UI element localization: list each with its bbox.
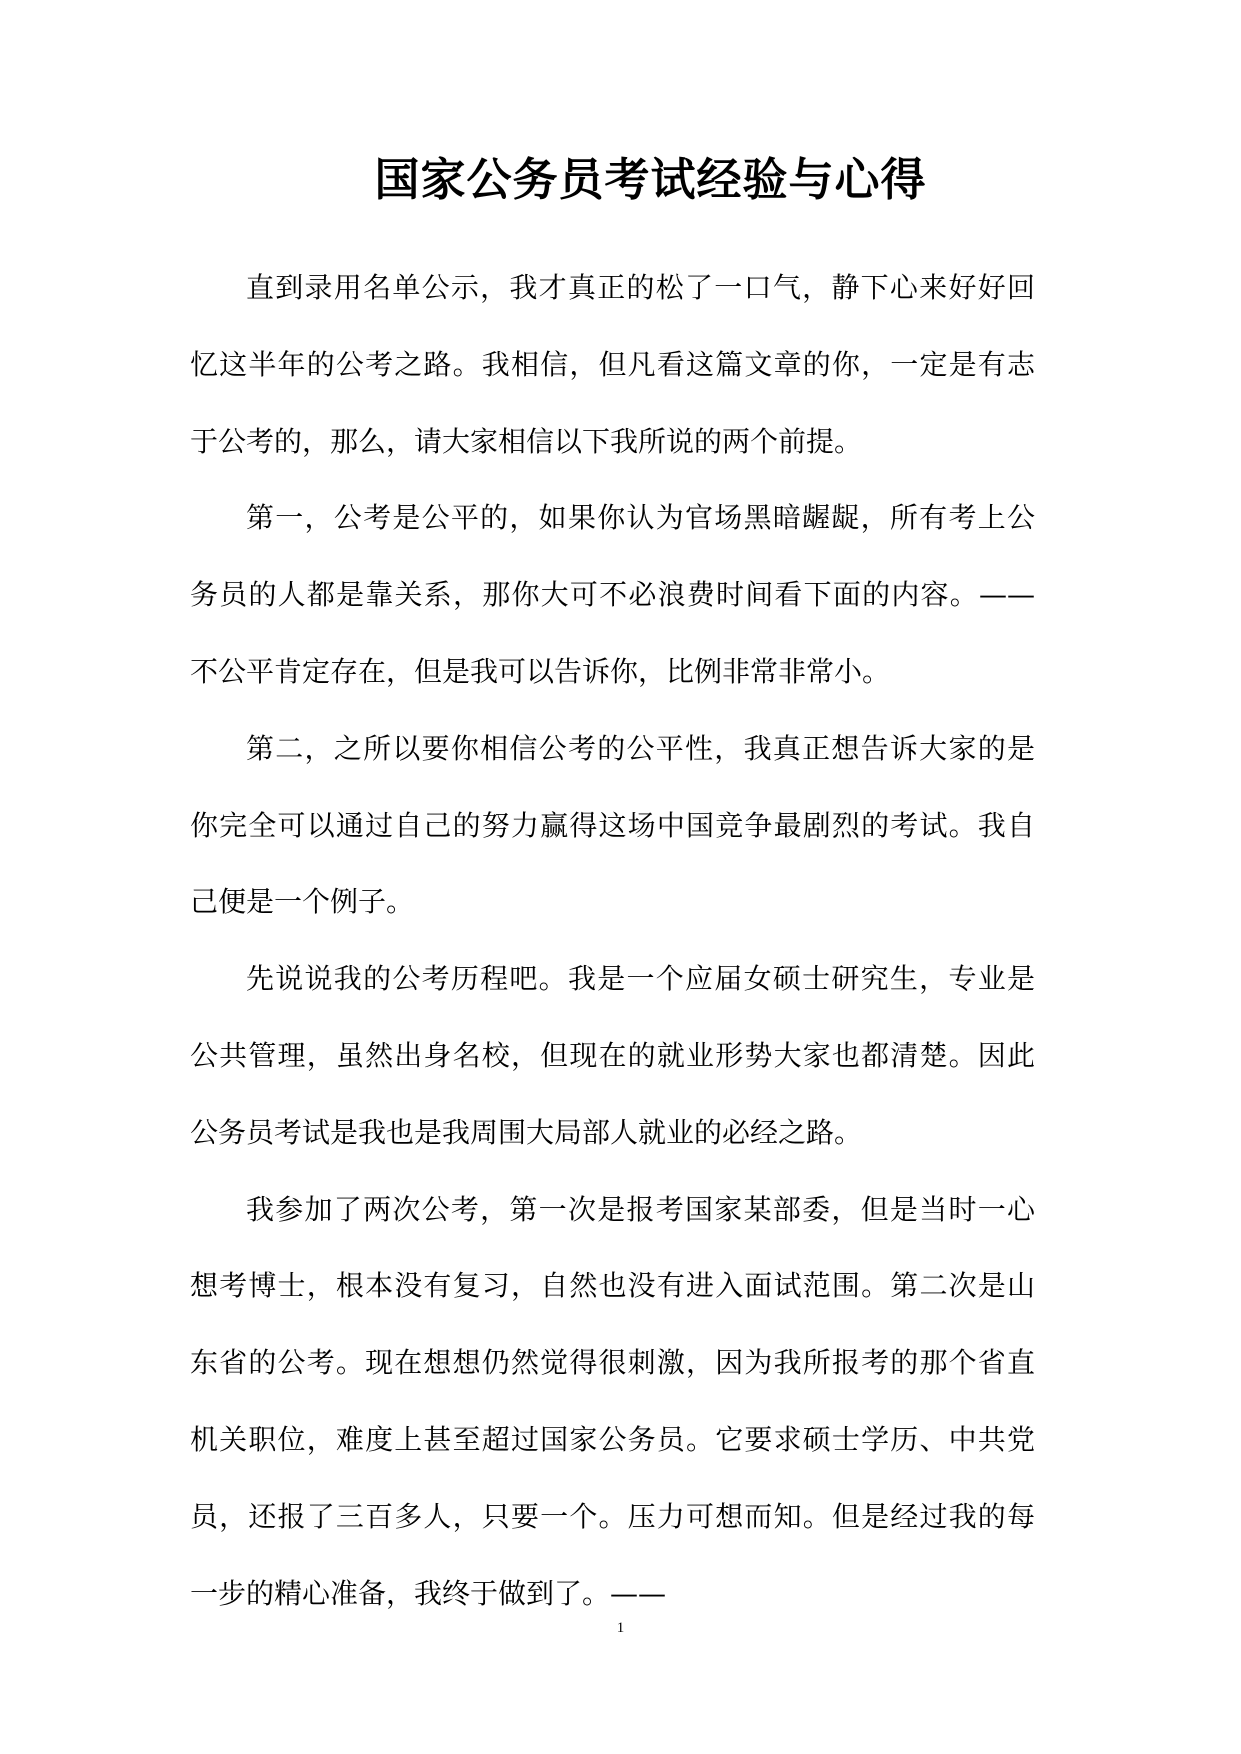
paragraph-line: 务员的人都是靠关系，那你大可不必浪费时间看下面的内容。—— [190,578,1035,612]
paragraph-line: 一步的精心准备，我终于做到了。—— [190,1576,667,1610]
paragraph-line: 东省的公考。现在想想仍然觉得很刺激，因为我所报考的那个省直 [190,1346,1035,1380]
paragraph-line: 想考博士，根本没有复习，自然也没有进入面试范围。第二次是山 [190,1269,1035,1303]
paragraph-line: 忆这半年的公考之路。我相信，但凡看这篇文章的你，一定是有志 [190,347,1035,381]
paragraph-5 [190,1180,1035,1641]
paragraph-line: 机关职位，难度上甚至超过国家公务员。它要求硕士学历、中共党 [190,1422,1035,1456]
paragraph-line: 公务员考试是我也是我周围大局部人就业的必经之路。 [190,1115,863,1149]
paragraph-line: 员，还报了三百多人，只要一个。压力可想而知。但是经过我的每 [190,1499,1035,1533]
document-body [190,258,1035,1640]
paragraph-line: 第一，公考是公平的，如果你认为官场黑暗龌龊，所有考上公 [246,501,1035,535]
paragraph-4 [190,949,1035,1179]
paragraph-line: 己便是一个例子。 [190,885,415,919]
paragraph-1 [190,258,1035,488]
paragraph-line: 不公平肯定存在，但是我可以告诉你，比例非常非常小。 [190,654,891,688]
page-number: 1 [616,1620,625,1636]
document-title: 国家公务员考试经验与心得 [374,153,927,206]
paragraph-line: 第二，之所以要你相信公考的公平性，我真正想告诉大家的是 [246,731,1035,765]
paragraph-3 [190,719,1035,949]
paragraph-2 [190,488,1035,718]
paragraph-line: 公共管理，虽然出身名校，但现在的就业形势大家也都清楚。因此 [190,1038,1035,1072]
paragraph-line: 于公考的，那么，请大家相信以下我所说的两个前提。 [190,424,863,458]
paragraph-line: 我参加了两次公考，第一次是报考国家某部委，但是当时一心 [246,1192,1035,1226]
paragraph-line: 你完全可以通过自己的努力赢得这场中国竞争最剧烈的考试。我自 [190,808,1035,842]
paragraph-line: 先说说我的公考历程吧。我是一个应届女硕士研究生，专业是 [246,962,1035,996]
paragraph-line: 直到录用名单公示，我才真正的松了一口气，静下心来好好回 [246,271,1035,304]
